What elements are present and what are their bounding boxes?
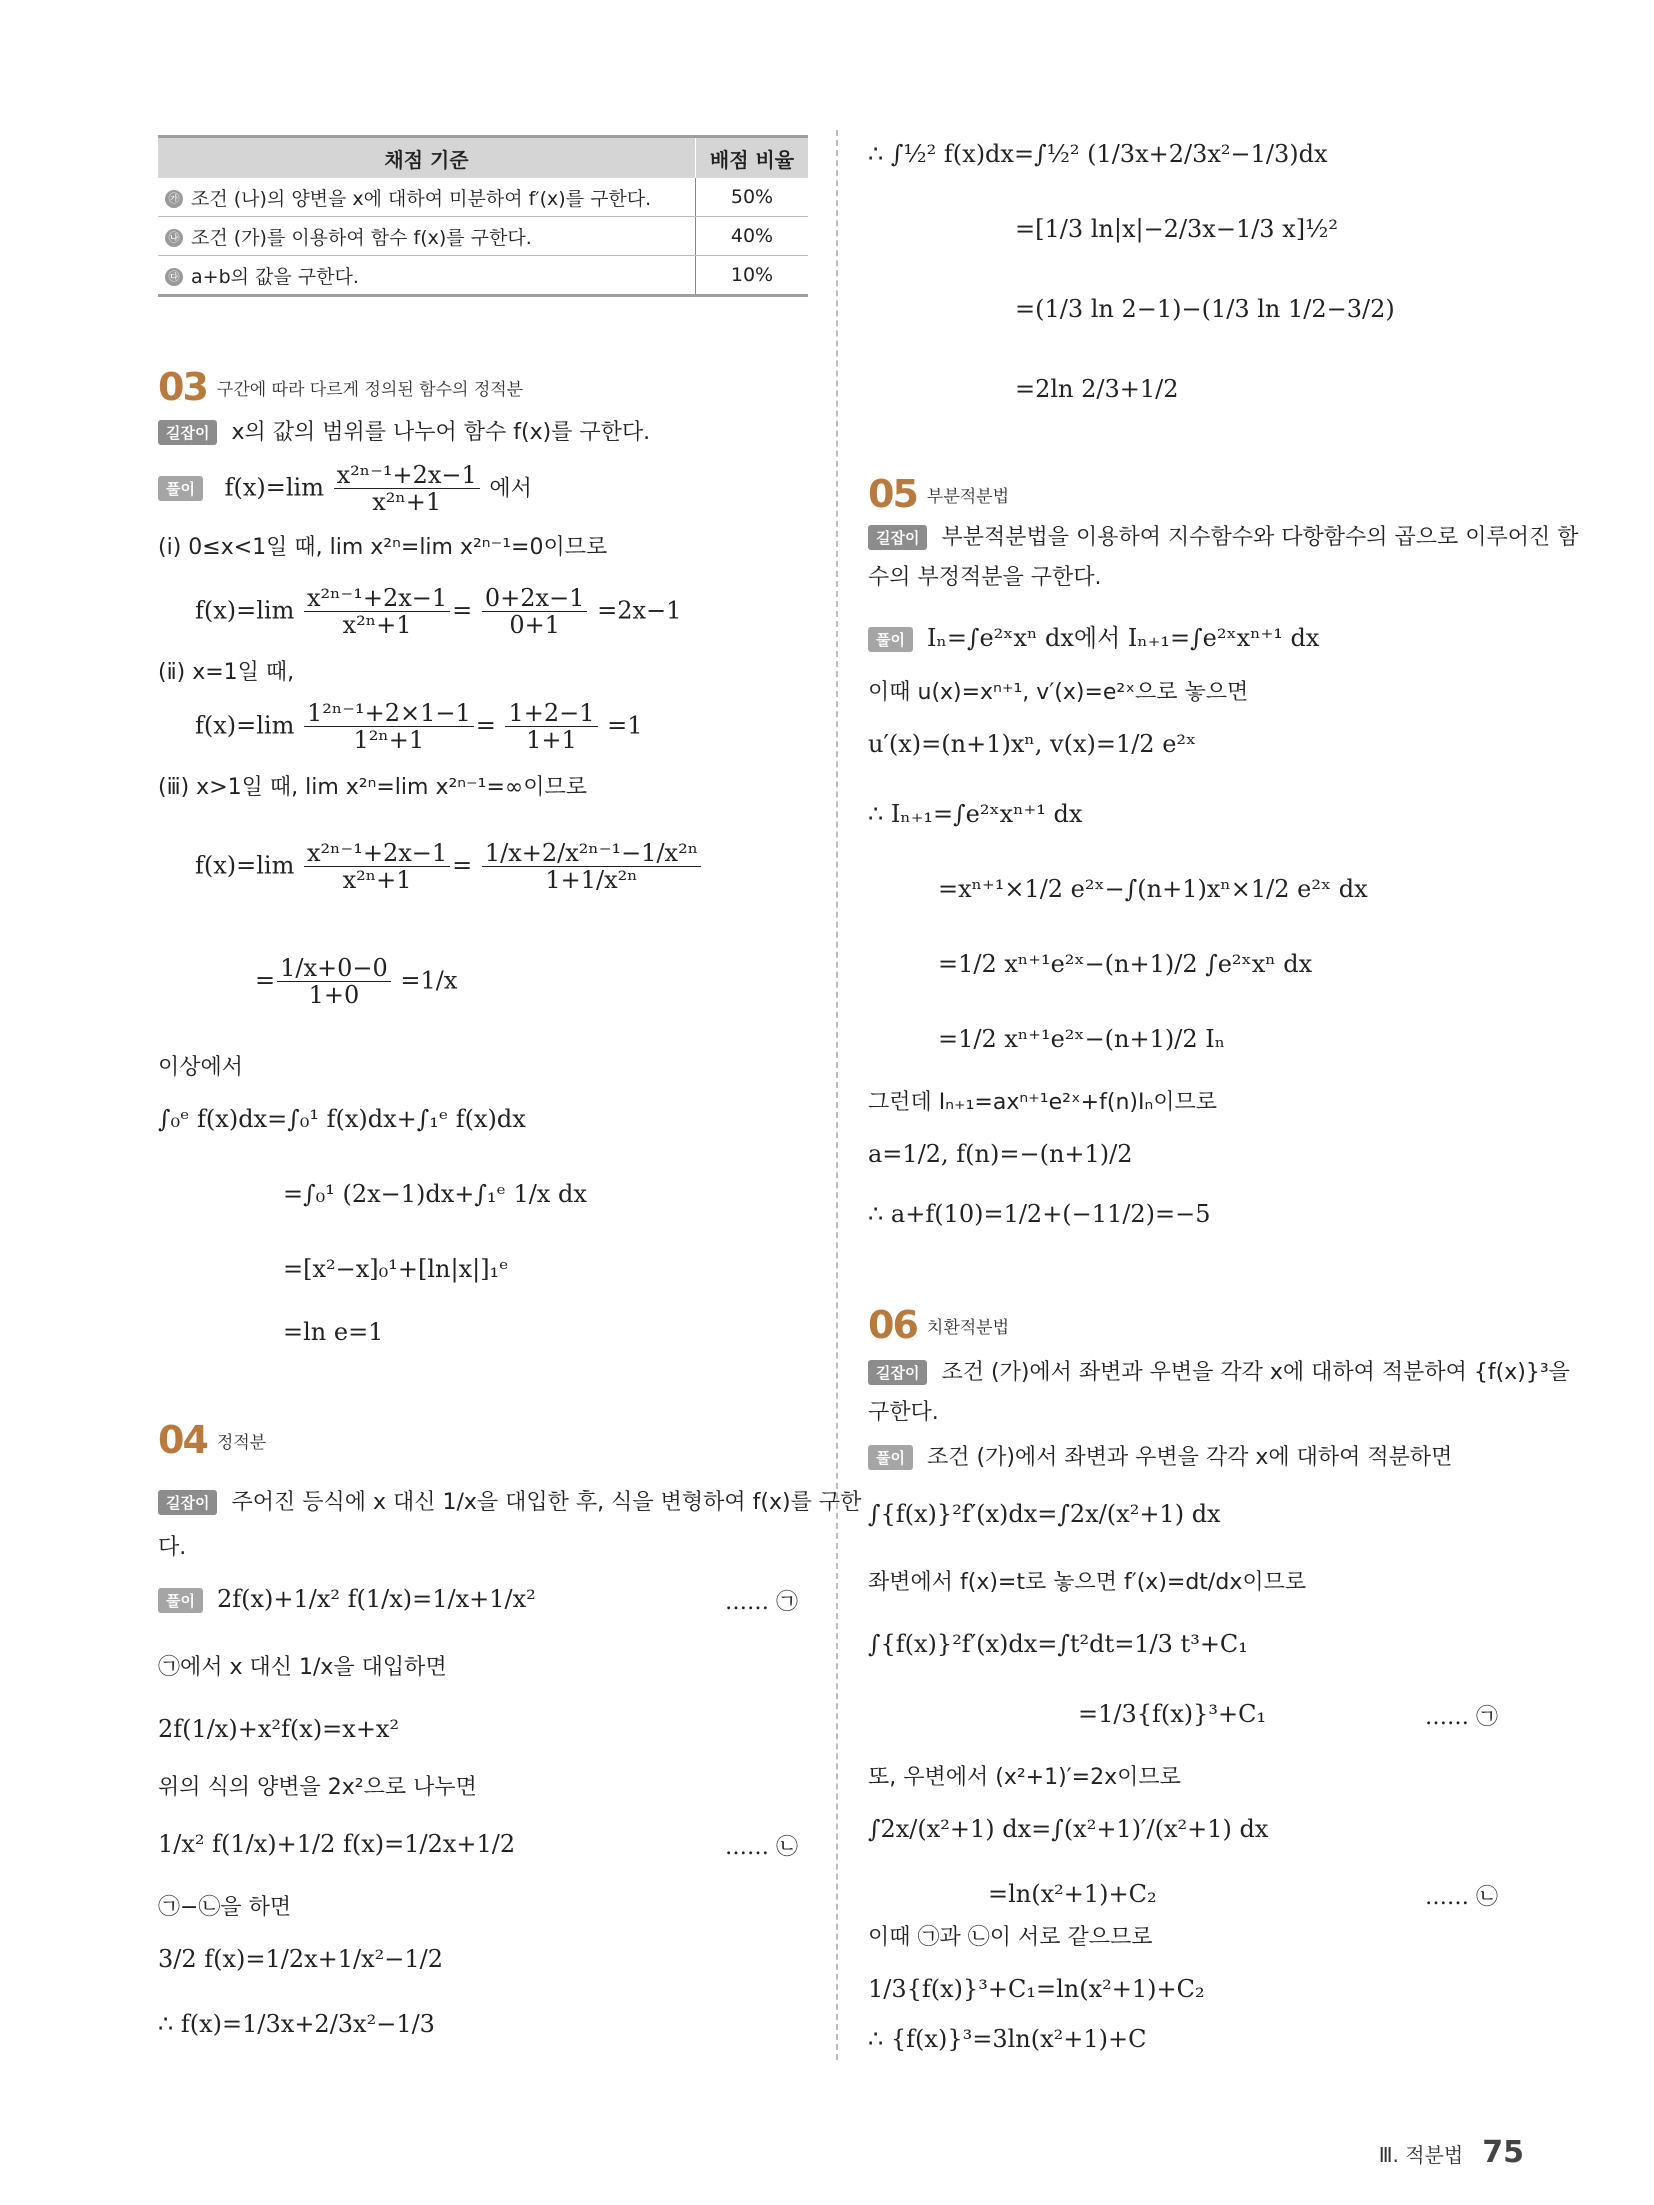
s04-line-5: ㉠−㉡을 하면 (158, 1895, 292, 1920)
s04-line-7: ∴ f(x)=1/3x+2/3x²−1/3 (158, 2010, 435, 2038)
score-header-criteria: 채점 기준 (158, 137, 696, 179)
case-2: (ⅱ) x=1일 때, (158, 660, 295, 685)
section-05-header (868, 472, 1009, 516)
section-03-header (158, 365, 523, 409)
step-badge: ㉮ (165, 190, 183, 208)
score-row (158, 178, 808, 217)
hint-text: 주어진 등식에 x 대신 1/x을 대입한 후, 식을 변형하여 f(x)를 구한 (231, 1490, 862, 1515)
denominator: 1+1/x²ⁿ (545, 866, 638, 895)
numerator: x²ⁿ⁻¹+2x−1 (304, 585, 450, 612)
s06-hint-cont: 구한다. (868, 1400, 939, 1425)
integral-line-2: =∫₀¹ (2x−1)dx+∫₁ᵉ 1/x dx (283, 1180, 587, 1208)
hint-tag: 길잡이 (868, 525, 927, 550)
expr: f(x)=lim (195, 851, 295, 880)
s06-line-5: 또, 우변에서 (x²+1)′=2x이므로 (868, 1765, 1181, 1790)
s04-hint-cont: 다. (158, 1535, 187, 1560)
s04-line-2: 2f(1/x)+x²f(x)=x+x² (158, 1715, 400, 1743)
result: =2x−1 (597, 596, 682, 625)
section-number: 03 (158, 365, 207, 409)
numerator: 1/x+0−0 (277, 955, 391, 982)
s06-line-7: =ln(x²+1)+C₂ (988, 1880, 1157, 1908)
numerator: x²ⁿ⁻¹+2x−1 (304, 840, 450, 867)
s04-line-1: ㉠에서 x 대신 1/x을 대입하면 (158, 1655, 447, 1680)
hint-tag: 길잡이 (158, 1490, 217, 1515)
case-3: (ⅲ) x>1일 때, lim x²ⁿ=lim x²ⁿ⁻¹=∞이므로 (158, 775, 587, 800)
hint-text: x의 값의 범위를 나누어 함수 f(x)를 구한다. (231, 420, 651, 445)
score-row (158, 217, 808, 256)
page-number: 75 (1482, 2135, 1524, 2170)
s05-hint-line (868, 520, 1579, 551)
expr-suffix: 에서 (489, 476, 532, 502)
column-divider (836, 130, 838, 2060)
s05-solution-line (868, 618, 1319, 653)
s03-solution-line (158, 462, 532, 516)
expr: f(x)=lim (195, 711, 295, 740)
integral-line-1: ∫₀ᵉ f(x)dx=∫₀¹ f(x)dx+∫₁ᵉ f(x)dx (158, 1105, 526, 1133)
s05-line-2: u′(x)=(n+1)xⁿ, v(x)=1/2 e²ˣ (868, 730, 1197, 758)
expr: f(x)=lim (195, 596, 295, 625)
numerator: 1/x+2/x²ⁿ⁻¹−1/x²ⁿ (482, 840, 701, 867)
solution-tag: 풀이 (868, 627, 913, 652)
solution-tag: 풀이 (868, 1445, 913, 1470)
solution-tag: 풀이 (158, 1588, 203, 1613)
equation-mark: …… ㉡ (725, 1835, 798, 1860)
numerator: x²ⁿ⁻¹+2x−1 (334, 462, 480, 489)
s06-line-3: ∫{f(x)}²f′(x)dx=∫t²dt=1/3 t³+C₁ (868, 1630, 1248, 1658)
score-text: 조건 (나)의 양변을 x에 대하여 미분하여 f′(x)를 구한다. (191, 187, 652, 210)
s06-hint-line (868, 1355, 1570, 1386)
section-title: 부분적분법 (926, 486, 1010, 507)
score-header-rate: 배점 비율 (696, 137, 809, 179)
step-badge: ㉰ (165, 268, 183, 286)
equation-mark: …… ㉠ (725, 1590, 798, 1615)
s04-line-4: 1/x² f(1/x)+1/2 f(x)=1/2x+1/2 (158, 1830, 516, 1858)
result: =1 (607, 711, 643, 740)
denominator: x²ⁿ+1 (342, 866, 412, 895)
chapter-label: Ⅲ. 적분법 (1378, 2143, 1464, 2167)
s04-solution-line (158, 1585, 536, 1613)
equation-mark: …… ㉡ (1425, 1885, 1498, 1910)
hint-text: 부분적분법을 이용하여 지수함수와 다항함수의 곱으로 이루어진 함 (941, 525, 1579, 550)
numerator: 1²ⁿ⁻¹+2×1−1 (304, 700, 474, 727)
equation-mark: …… ㉠ (1425, 1705, 1498, 1730)
r04-line-1: ∴ ∫½² f(x)dx=∫½² (1/3x+2/3x²−1/3)dx (868, 140, 1328, 168)
result: =1/x (400, 966, 458, 995)
expr: f(x)=lim (224, 473, 324, 502)
hint-tag: 길잡이 (868, 1360, 927, 1385)
denominator: x²ⁿ+1 (372, 488, 442, 517)
numerator: 0+2x−1 (482, 585, 588, 612)
hint-tag: 길잡이 (158, 420, 217, 445)
page-footer (1379, 2135, 1524, 2170)
s06-line-1: ∫{f(x)}²f′(x)dx=∫2x/(x²+1) dx (868, 1500, 1221, 1528)
s04-line-3: 위의 식의 양변을 2x²으로 나누면 (158, 1775, 477, 1800)
section-title: 정적분 (216, 1432, 267, 1453)
s03-hint-line (158, 415, 650, 446)
score-text: 조건 (가)를 이용하여 함수 f(x)를 구한다. (191, 226, 532, 249)
case-1: (ⅰ) 0≤x<1일 때, lim x²ⁿ=lim x²ⁿ⁻¹=0이므로 (158, 535, 608, 560)
expr: 2f(x)+1/x² f(1/x)=1/x+1/x² (216, 1585, 536, 1613)
section-title: 치환적분법 (926, 1317, 1010, 1338)
case-3-simplify: = $\frac{1/x+0-0}{1+0}$ =1/x (255, 954, 458, 1010)
s06-line-10: ∴ {f(x)}³=3ln(x²+1)+C (868, 2025, 1147, 2053)
section-title: 구간에 따라 다르게 정의된 함수의 정적분 (216, 379, 524, 400)
s05-line-1: 이때 u(x)=xⁿ⁺¹, v′(x)=e²ˣ으로 놓으면 (868, 680, 1249, 705)
conclusion-label: 이상에서 (158, 1055, 244, 1080)
r04-line-4: =2ln 2/3+1/2 (1015, 375, 1179, 403)
numerator: 1+2−1 (505, 700, 597, 727)
s05-line-8: a=1/2, f(n)=−(n+1)/2 (868, 1140, 1133, 1168)
s06-line-8: 이때 ㉠과 ㉡이 서로 같으므로 (868, 1925, 1153, 1950)
solution-text: 조건 (가)에서 좌변과 우변을 각각 x에 대하여 적분하면 (926, 1445, 1453, 1470)
expr: Iₙ=∫e²ˣxⁿ dx에서 Iₙ₊₁=∫e²ˣxⁿ⁺¹ dx (926, 624, 1320, 652)
s05-line-7: 그런데 Iₙ₊₁=axⁿ⁺¹e²ˣ+f(n)Iₙ이므로 (868, 1090, 1217, 1115)
s06-line-4: =1/3{f(x)}³+C₁ (1078, 1700, 1267, 1728)
s04-line-6: 3/2 f(x)=1/2x+1/x²−1/2 (158, 1945, 444, 1973)
r04-line-3: =(1/3 ln 2−1)−(1/3 ln 1/2−3/2) (1015, 295, 1395, 323)
s05-line-4: =xⁿ⁺¹×1/2 e²ˣ−∫(n+1)xⁿ×1/2 e²ˣ dx (938, 875, 1368, 903)
s05-hint-cont: 수의 부정적분을 구한다. (868, 565, 1102, 590)
step-badge: ㉯ (165, 229, 183, 247)
denominator: 0+1 (509, 611, 560, 640)
section-number: 05 (868, 472, 917, 516)
solution-tag: 풀이 (158, 476, 203, 501)
s06-line-9: 1/3{f(x)}³+C₁=ln(x²+1)+C₂ (868, 1975, 1205, 2003)
s06-line-2: 좌변에서 f(x)=t로 놓으면 f′(x)=dt/dx이므로 (868, 1570, 1307, 1595)
s06-line-6: ∫2x/(x²+1) dx=∫(x²+1)′/(x²+1) dx (868, 1815, 1269, 1843)
section-06-header (868, 1303, 1009, 1347)
integral-line-4: =ln e=1 (283, 1318, 384, 1346)
s06-solution-line (868, 1440, 1452, 1471)
score-rate: 40% (696, 217, 809, 256)
s04-hint-line (158, 1485, 861, 1516)
s05-line-6: =1/2 xⁿ⁺¹e²ˣ−(n+1)/2 Iₙ (938, 1025, 1226, 1053)
score-text: a+b의 값을 구한다. (191, 265, 359, 288)
section-number: 04 (158, 1418, 207, 1462)
score-row (158, 256, 808, 296)
denominator: 1+1 (526, 726, 577, 755)
case-1-equation: f(x)=lim $\frac{\text{x²ⁿ⁻¹+2x−1}}{\text{x²ⁿ+1}}$ = $\frac{0+2x-1}{0+1}$ =2x−1 (195, 584, 682, 640)
s05-line-5: =1/2 xⁿ⁺¹e²ˣ−(n+1)/2 ∫e²ˣxⁿ dx (938, 950, 1313, 978)
hint-text: 조건 (가)에서 좌변과 우변을 각각 x에 대하여 적분하여 {f(x)}³을 (941, 1360, 1570, 1385)
denominator: 1+0 (308, 981, 360, 1010)
case-2-equation: f(x)=lim $\frac{\text{1²ⁿ⁻¹+2×1−1}}{\text{1²ⁿ+1}}$ = $\frac{1+2-1}{1+1}$ =1 (195, 699, 643, 755)
r04-line-2: =[1/3 ln|x|−2/3x−1/3 x]½² (1015, 215, 1338, 243)
s05-line-3: ∴ Iₙ₊₁=∫e²ˣxⁿ⁺¹ dx (868, 800, 1083, 828)
score-rate: 50% (696, 178, 809, 217)
integral-line-3: =[x²−x]₀¹+[ln|x|]₁ᵉ (283, 1255, 509, 1283)
denominator: 1²ⁿ+1 (353, 726, 425, 755)
score-table (158, 135, 808, 297)
section-04-header (158, 1418, 266, 1462)
s05-line-9: ∴ a+f(10)=1/2+(−11/2)=−5 (868, 1200, 1211, 1228)
denominator: x²ⁿ+1 (342, 611, 412, 640)
section-number: 06 (868, 1303, 917, 1347)
case-3-equation: f(x)=lim $\frac{\text{x²ⁿ⁻¹+2x−1}}{\text{x²ⁿ+1}}$ = $\frac{\text{1/x+2/x²ⁿ⁻¹−1/x²ⁿ}}{\text{1+1/x²ⁿ}}$ (195, 840, 703, 894)
score-rate: 10% (696, 256, 809, 296)
